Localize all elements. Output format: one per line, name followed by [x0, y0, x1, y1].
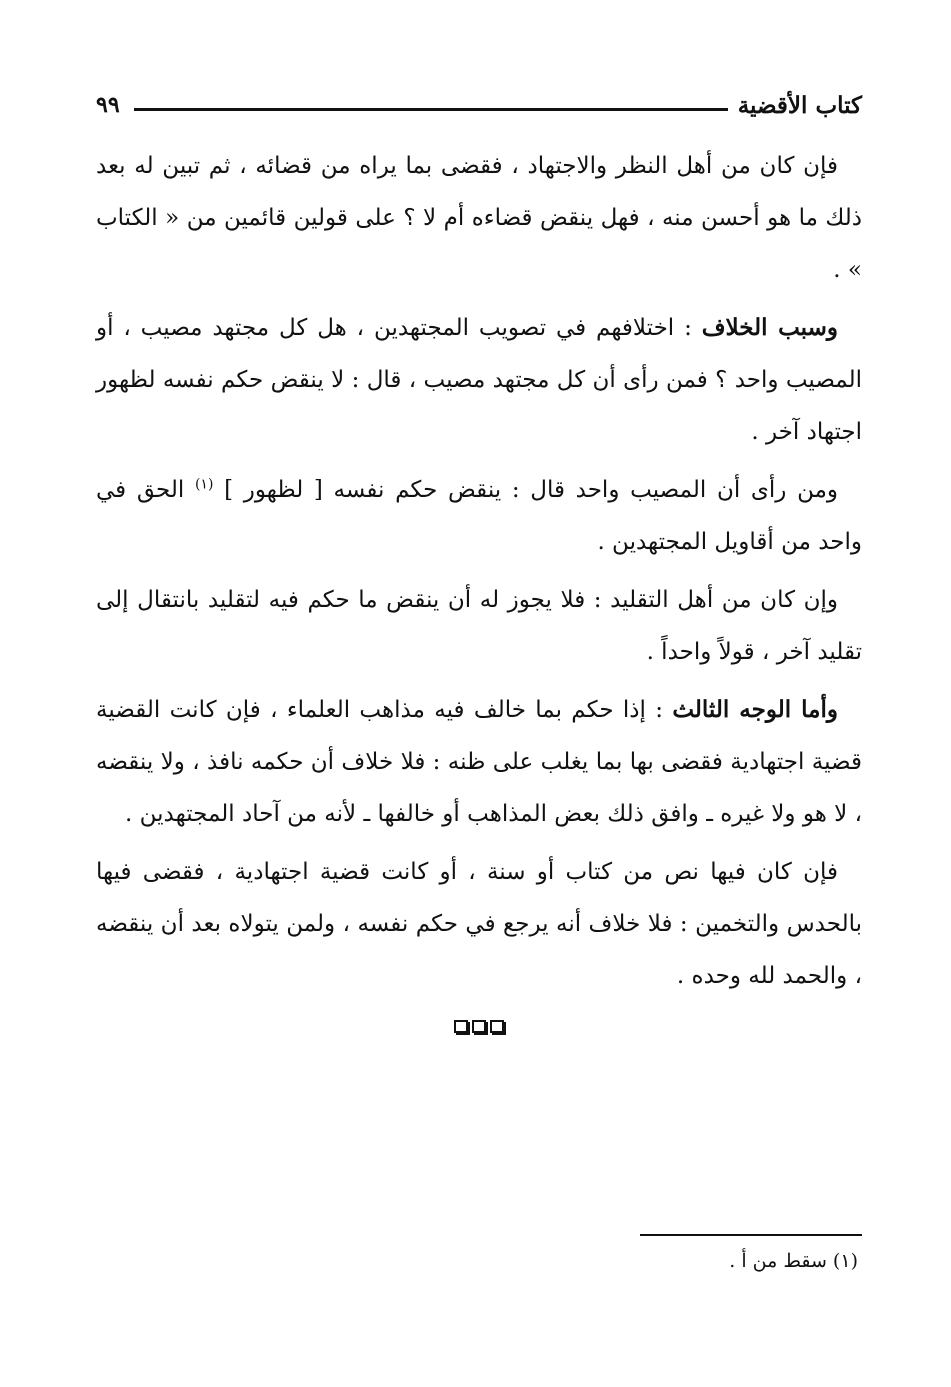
chapter-title: كتاب الأقضية: [737, 91, 862, 119]
ornament-square-icon: [454, 1020, 468, 1033]
paragraph-5: [96, 684, 862, 840]
book-page: [96, 80, 862, 1320]
running-header: [96, 88, 862, 122]
paragraph-text-before: ومن رأى أن المصيب واحد قال : ينقض حكم نفسه [ لظهور ]: [224, 477, 839, 503]
main-text: [96, 140, 862, 1033]
ornament-square-icon: [490, 1020, 504, 1033]
ornament-square-icon: [472, 1020, 486, 1033]
paragraph-2: [96, 302, 862, 458]
paragraph-text: فإن كان فيها نص من كتاب أو سنة ، أو كانت قضية اجتهادية ، فقضى فيها بالحدس والتخمين : فلا خلاف أنه يرجع في حكم نفسه ، ولمن يتولاه بعد أن ينقضه ، والحمد لله وحده .: [96, 859, 862, 989]
section-end-ornament: [96, 1020, 862, 1033]
footnote-reference[interactable]: (١): [194, 476, 214, 493]
footnote-separator: [640, 1234, 862, 1236]
paragraph-text: وإن كان من أهل التقليد : فلا يجوز له أن ينقض ما حكم فيه لتقليد بانتقال إلى تقليد آخر ، قولاً واحداً .: [96, 587, 862, 665]
paragraph-text: : إذا حكم بما خالف فيه مذاهب العلماء ، فإن كانت القضية قضية اجتهادية فقضى بها بما يغلب على ظنه : فلا خلاف أن حكمه نافذ ، ولا ينقضه ، لا هو ولا غيره ـ وافق ذلك بعض المذاهب أو خالفها ـ لأنه من آحاد المجتهدين .: [96, 697, 862, 827]
paragraph-text: : اختلافهم في تصويب المجتهدين ، هل كل مجتهد مصيب ، أو المصيب واحد ؟ فمن رأى أن كل مجتهد مصيب ، قال : لا ينقض حكم نفسه لظهور اجتهاد آخر .: [96, 315, 862, 445]
page-number: ٩٩: [96, 92, 120, 118]
paragraph-1: [96, 140, 862, 296]
paragraph-6: [96, 846, 862, 1002]
footnote: (١) سقط من أ .: [729, 1250, 858, 1272]
header-rule: [134, 108, 728, 111]
paragraph-lead: وسبب الخلاف: [701, 314, 838, 341]
paragraph-lead: وأما الوجه الثالث: [672, 696, 838, 723]
paragraph-4: [96, 574, 862, 678]
paragraph-text: فإن كان من أهل النظر والاجتهاد ، فقضى بما يراه من قضائه ، ثم تبين له بعد ذلك ما هو أحسن منه ، فهل ينقض قضاءه أم لا ؟ على قولين قائمين من « الكتاب » .: [96, 153, 862, 283]
paragraph-3: [96, 464, 862, 568]
paragraph-text-after: الحق في واحد من أقاويل المجتهدين .: [96, 477, 862, 555]
